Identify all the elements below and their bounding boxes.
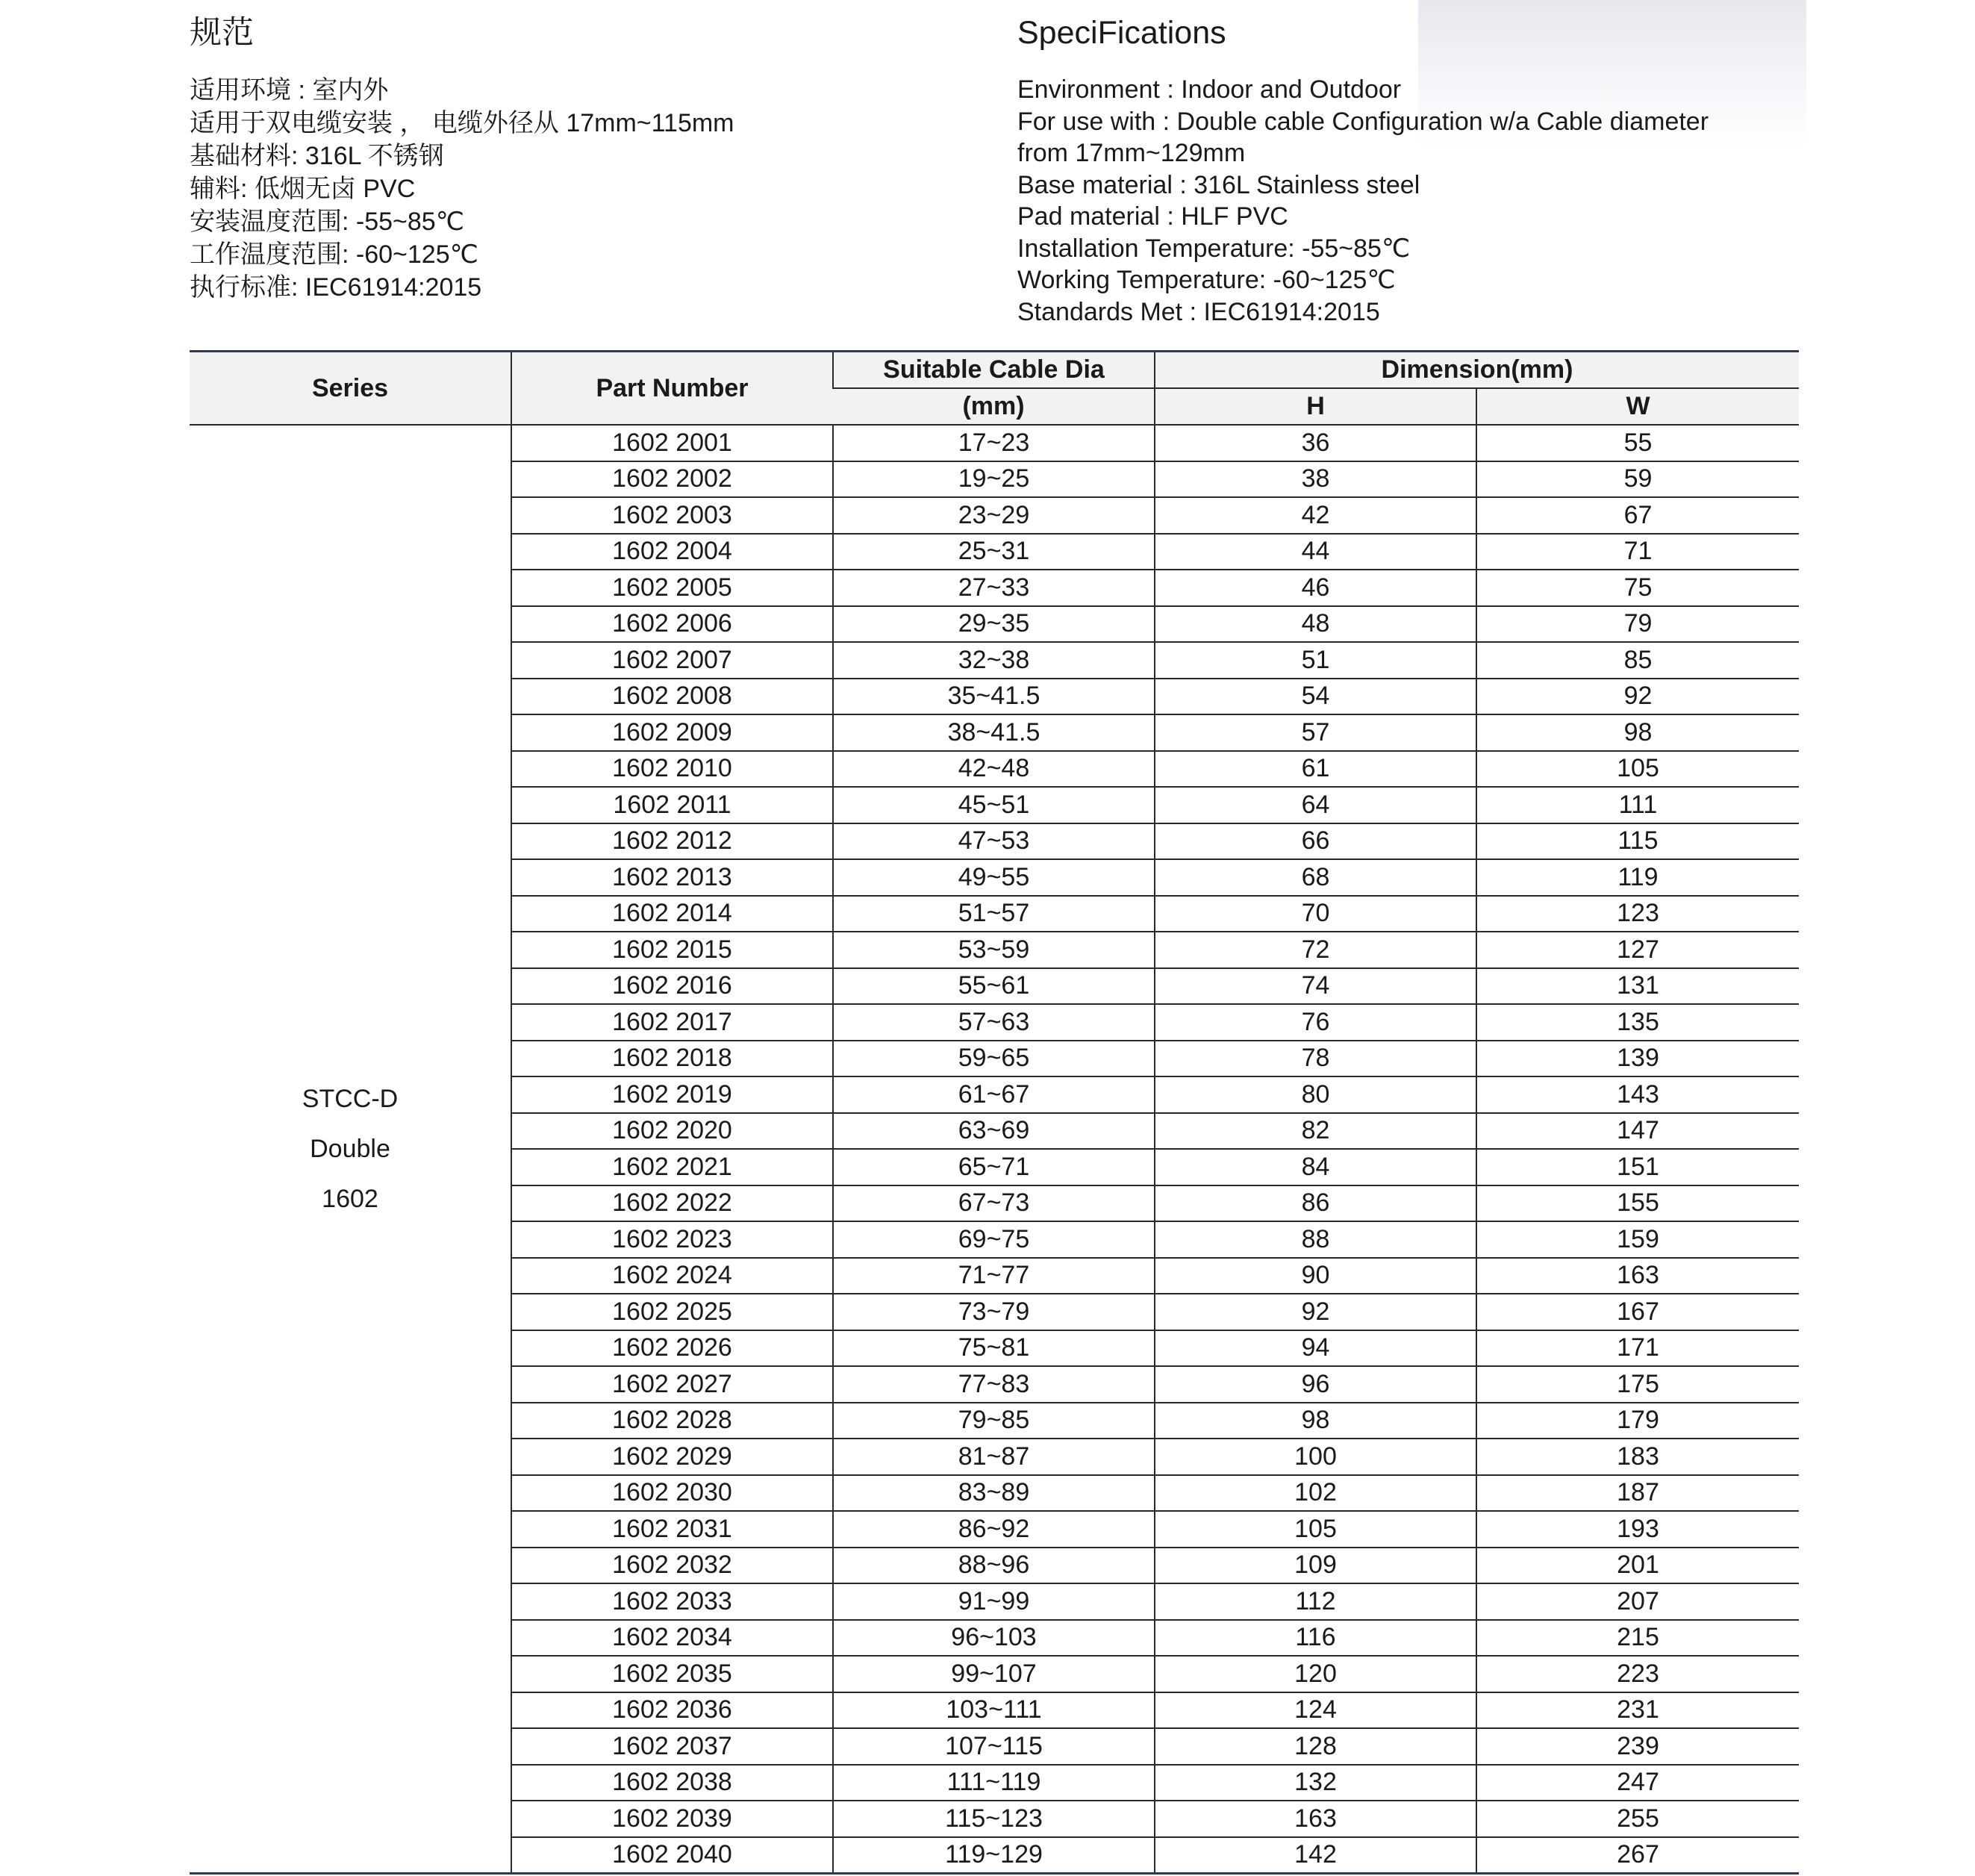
part-number-cell: 1602 2029 <box>511 1439 833 1475</box>
dimension-h-cell: 112 <box>1155 1583 1476 1620</box>
dimension-w-cell: 175 <box>1476 1366 1799 1403</box>
series-line: STCC-D <box>302 1084 399 1113</box>
dimension-w-cell: 239 <box>1476 1728 1799 1765</box>
spec-en-line: For use with : Double cable Configuration w/a Cable diameter <box>1017 107 1709 136</box>
dimension-h-cell: 72 <box>1155 932 1476 968</box>
dimension-h-cell: 100 <box>1155 1439 1476 1475</box>
spec-table <box>190 350 1799 1875</box>
cable-dia-cell: 103~111 <box>833 1692 1155 1729</box>
dimension-w-cell: 187 <box>1476 1475 1799 1512</box>
spec-en-line: Environment : Indoor and Outdoor <box>1017 75 1402 104</box>
part-number-cell: 1602 2005 <box>511 570 833 606</box>
dimension-w-cell: 167 <box>1476 1294 1799 1330</box>
part-number-cell: 1602 2014 <box>511 896 833 932</box>
dimension-w-cell: 267 <box>1476 1837 1799 1874</box>
spec-en-title: SpeciFications <box>1017 15 1226 51</box>
dimension-h-cell: 128 <box>1155 1728 1476 1765</box>
dimension-w-cell: 223 <box>1476 1656 1799 1692</box>
dimension-w-cell: 135 <box>1476 1004 1799 1041</box>
part-number-cell: 1602 2018 <box>511 1041 833 1077</box>
part-number-cell: 1602 2031 <box>511 1511 833 1548</box>
cable-dia-cell: 38~41.5 <box>833 714 1155 751</box>
part-number-cell: 1602 2039 <box>511 1801 833 1837</box>
cable-dia-cell: 99~107 <box>833 1656 1155 1692</box>
dimension-h-cell: 142 <box>1155 1837 1476 1874</box>
cable-dia-cell: 88~96 <box>833 1548 1155 1584</box>
dimension-h-cell: 61 <box>1155 751 1476 788</box>
part-number-cell: 1602 2019 <box>511 1076 833 1113</box>
dimension-h-cell: 120 <box>1155 1656 1476 1692</box>
part-number-cell: 1602 2011 <box>511 787 833 823</box>
series-cell <box>190 425 511 1874</box>
dimension-h-cell: 46 <box>1155 570 1476 606</box>
dimension-w-cell: 147 <box>1476 1113 1799 1150</box>
table-header <box>190 352 1799 426</box>
header-series: Series <box>190 352 511 426</box>
cable-dia-cell: 35~41.5 <box>833 679 1155 715</box>
dimension-h-cell: 38 <box>1155 461 1476 498</box>
part-number-cell: 1602 2009 <box>511 714 833 751</box>
dimension-h-cell: 66 <box>1155 823 1476 860</box>
dimension-h-cell: 44 <box>1155 534 1476 570</box>
cable-dia-cell: 61~67 <box>833 1076 1155 1113</box>
spec-en-line: from 17mm~129mm <box>1017 139 1246 167</box>
dimension-w-cell: 98 <box>1476 714 1799 751</box>
dimension-w-cell: 119 <box>1476 859 1799 896</box>
spec-chinese <box>190 10 973 304</box>
part-number-cell: 1602 2017 <box>511 1004 833 1041</box>
header-dimension: Dimension(mm) <box>1155 352 1799 389</box>
part-number-cell: 1602 2021 <box>511 1149 833 1185</box>
cable-dia-cell: 51~57 <box>833 896 1155 932</box>
part-number-cell: 1602 2012 <box>511 823 833 860</box>
dimension-h-cell: 109 <box>1155 1548 1476 1584</box>
cable-dia-cell: 25~31 <box>833 534 1155 570</box>
part-number-cell: 1602 2001 <box>511 425 833 461</box>
part-number-cell: 1602 2013 <box>511 859 833 896</box>
dimension-h-cell: 98 <box>1155 1403 1476 1439</box>
spec-table-container <box>190 350 1799 1875</box>
dimension-w-cell: 155 <box>1476 1185 1799 1222</box>
dimension-h-cell: 90 <box>1155 1258 1476 1294</box>
spec-cn-line: 安装温度范围: -55~85℃ <box>190 208 464 236</box>
cable-dia-cell: 45~51 <box>833 787 1155 823</box>
spec-en-lines <box>1017 74 1809 328</box>
dimension-h-cell: 80 <box>1155 1076 1476 1113</box>
cable-dia-cell: 119~129 <box>833 1837 1155 1874</box>
dimension-h-cell: 68 <box>1155 859 1476 896</box>
header-part-number: Part Number <box>511 352 833 426</box>
cable-dia-cell: 19~25 <box>833 461 1155 498</box>
table-body <box>190 425 1799 1874</box>
dimension-h-cell: 124 <box>1155 1692 1476 1729</box>
cable-dia-cell: 63~69 <box>833 1113 1155 1150</box>
dimension-h-cell: 42 <box>1155 497 1476 534</box>
dimension-w-cell: 105 <box>1476 751 1799 788</box>
dimension-h-cell: 132 <box>1155 1765 1476 1801</box>
dimension-w-cell: 127 <box>1476 932 1799 968</box>
spec-cn-line: 适用于双电缆安装 ， 电缆外径从 17mm~115mm <box>190 109 734 137</box>
spec-cn-line: 基础材料: 316L 不锈钢 <box>190 142 444 170</box>
cable-dia-cell: 53~59 <box>833 932 1155 968</box>
part-number-cell: 1602 2027 <box>511 1366 833 1403</box>
cable-dia-cell: 73~79 <box>833 1294 1155 1330</box>
dimension-w-cell: 247 <box>1476 1765 1799 1801</box>
dimension-w-cell: 115 <box>1476 823 1799 860</box>
dimension-w-cell: 207 <box>1476 1583 1799 1620</box>
dimension-h-cell: 82 <box>1155 1113 1476 1150</box>
header-cable-dia-unit: (mm) <box>833 388 1155 425</box>
dimension-w-cell: 215 <box>1476 1620 1799 1657</box>
cable-dia-cell: 111~119 <box>833 1765 1155 1801</box>
part-number-cell: 1602 2006 <box>511 606 833 643</box>
part-number-cell: 1602 2040 <box>511 1837 833 1874</box>
cable-dia-cell: 69~75 <box>833 1221 1155 1258</box>
dimension-h-cell: 88 <box>1155 1221 1476 1258</box>
dimension-w-cell: 143 <box>1476 1076 1799 1113</box>
dimension-h-cell: 74 <box>1155 968 1476 1005</box>
part-number-cell: 1602 2003 <box>511 497 833 534</box>
dimension-h-cell: 163 <box>1155 1801 1476 1837</box>
part-number-cell: 1602 2023 <box>511 1221 833 1258</box>
part-number-cell: 1602 2020 <box>511 1113 833 1150</box>
spec-cn-line: 工作温度范围: -60~125℃ <box>190 240 478 269</box>
dimension-w-cell: 171 <box>1476 1330 1799 1367</box>
spec-cn-line: 辅料: 低烟无卤 PVC <box>190 175 416 203</box>
cable-dia-cell: 107~115 <box>833 1728 1155 1765</box>
cable-dia-cell: 91~99 <box>833 1583 1155 1620</box>
cable-dia-cell: 86~92 <box>833 1511 1155 1548</box>
cable-dia-cell: 55~61 <box>833 968 1155 1005</box>
dimension-w-cell: 139 <box>1476 1041 1799 1077</box>
dimension-h-cell: 51 <box>1155 642 1476 679</box>
spec-en-line: Working Temperature: -60~125℃ <box>1017 266 1396 294</box>
cable-dia-cell: 57~63 <box>833 1004 1155 1041</box>
header-h: H <box>1155 388 1476 425</box>
dimension-w-cell: 55 <box>1476 425 1799 461</box>
cable-dia-cell: 115~123 <box>833 1801 1155 1837</box>
spec-en-line: Installation Temperature: -55~85℃ <box>1017 234 1411 263</box>
cable-dia-cell: 23~29 <box>833 497 1155 534</box>
dimension-h-cell: 54 <box>1155 679 1476 715</box>
part-number-cell: 1602 2002 <box>511 461 833 498</box>
series-line: Double <box>310 1134 390 1163</box>
dimension-h-cell: 116 <box>1155 1620 1476 1657</box>
dimension-h-cell: 70 <box>1155 896 1476 932</box>
cable-dia-cell: 49~55 <box>833 859 1155 896</box>
part-number-cell: 1602 2035 <box>511 1656 833 1692</box>
part-number-cell: 1602 2015 <box>511 932 833 968</box>
table-row <box>190 425 1799 461</box>
spec-cn-lines <box>190 74 973 304</box>
part-number-cell: 1602 2008 <box>511 679 833 715</box>
dimension-w-cell: 123 <box>1476 896 1799 932</box>
dimension-h-cell: 78 <box>1155 1041 1476 1077</box>
dimension-w-cell: 111 <box>1476 787 1799 823</box>
dimension-h-cell: 84 <box>1155 1149 1476 1185</box>
dimension-w-cell: 179 <box>1476 1403 1799 1439</box>
spec-cn-line: 适用环境 : 室内外 <box>190 76 389 105</box>
cable-dia-cell: 75~81 <box>833 1330 1155 1367</box>
part-number-cell: 1602 2038 <box>511 1765 833 1801</box>
dimension-h-cell: 57 <box>1155 714 1476 751</box>
cable-dia-cell: 59~65 <box>833 1041 1155 1077</box>
cable-dia-cell: 77~83 <box>833 1366 1155 1403</box>
cable-dia-cell: 65~71 <box>833 1149 1155 1185</box>
dimension-w-cell: 255 <box>1476 1801 1799 1837</box>
dimension-w-cell: 183 <box>1476 1439 1799 1475</box>
series-line: 1602 <box>322 1184 378 1213</box>
part-number-cell: 1602 2025 <box>511 1294 833 1330</box>
dimension-w-cell: 71 <box>1476 534 1799 570</box>
dimension-h-cell: 86 <box>1155 1185 1476 1222</box>
dimension-w-cell: 85 <box>1476 642 1799 679</box>
dimension-w-cell: 131 <box>1476 968 1799 1005</box>
dimension-h-cell: 64 <box>1155 787 1476 823</box>
dimension-w-cell: 79 <box>1476 606 1799 643</box>
cable-dia-cell: 17~23 <box>833 425 1155 461</box>
cable-dia-cell: 81~87 <box>833 1439 1155 1475</box>
part-number-cell: 1602 2007 <box>511 642 833 679</box>
dimension-w-cell: 163 <box>1476 1258 1799 1294</box>
spec-english <box>1017 10 1809 328</box>
spec-en-line: Base material : 316L Stainless steel <box>1017 170 1420 199</box>
dimension-w-cell: 67 <box>1476 497 1799 534</box>
cable-dia-cell: 71~77 <box>833 1258 1155 1294</box>
cable-dia-cell: 47~53 <box>833 823 1155 860</box>
header-w: W <box>1476 388 1799 425</box>
part-number-cell: 1602 2016 <box>511 968 833 1005</box>
cable-dia-cell: 79~85 <box>833 1403 1155 1439</box>
dimension-h-cell: 76 <box>1155 1004 1476 1041</box>
part-number-cell: 1602 2010 <box>511 751 833 788</box>
part-number-cell: 1602 2026 <box>511 1330 833 1367</box>
part-number-cell: 1602 2022 <box>511 1185 833 1222</box>
dimension-w-cell: 75 <box>1476 570 1799 606</box>
cable-dia-cell: 96~103 <box>833 1620 1155 1657</box>
part-number-cell: 1602 2032 <box>511 1548 833 1584</box>
dimension-h-cell: 94 <box>1155 1330 1476 1367</box>
part-number-cell: 1602 2033 <box>511 1583 833 1620</box>
part-number-cell: 1602 2037 <box>511 1728 833 1765</box>
part-number-cell: 1602 2034 <box>511 1620 833 1657</box>
cable-dia-cell: 32~38 <box>833 642 1155 679</box>
spec-en-line: Pad material : HLF PVC <box>1017 202 1288 231</box>
dimension-w-cell: 92 <box>1476 679 1799 715</box>
cable-dia-cell: 27~33 <box>833 570 1155 606</box>
cable-dia-cell: 83~89 <box>833 1475 1155 1512</box>
dimension-h-cell: 92 <box>1155 1294 1476 1330</box>
part-number-cell: 1602 2028 <box>511 1403 833 1439</box>
part-number-cell: 1602 2036 <box>511 1692 833 1729</box>
dimension-w-cell: 159 <box>1476 1221 1799 1258</box>
header-cable-dia: Suitable Cable Dia <box>833 352 1155 389</box>
cable-dia-cell: 29~35 <box>833 606 1155 643</box>
cable-dia-cell: 67~73 <box>833 1185 1155 1222</box>
part-number-cell: 1602 2030 <box>511 1475 833 1512</box>
dimension-h-cell: 48 <box>1155 606 1476 643</box>
spec-cn-title: 规范 <box>190 15 254 51</box>
spec-en-line: Standards Met : IEC61914:2015 <box>1017 297 1380 326</box>
part-number-cell: 1602 2024 <box>511 1258 833 1294</box>
dimension-h-cell: 96 <box>1155 1366 1476 1403</box>
dimension-w-cell: 201 <box>1476 1548 1799 1584</box>
cable-dia-cell: 42~48 <box>833 751 1155 788</box>
dimension-h-cell: 105 <box>1155 1511 1476 1548</box>
dimension-w-cell: 193 <box>1476 1511 1799 1548</box>
dimension-h-cell: 102 <box>1155 1475 1476 1512</box>
dimension-w-cell: 59 <box>1476 461 1799 498</box>
spec-cn-line: 执行标准: IEC61914:2015 <box>190 273 482 302</box>
dimension-h-cell: 36 <box>1155 425 1476 461</box>
dimension-w-cell: 231 <box>1476 1692 1799 1729</box>
dimension-w-cell: 151 <box>1476 1149 1799 1185</box>
part-number-cell: 1602 2004 <box>511 534 833 570</box>
